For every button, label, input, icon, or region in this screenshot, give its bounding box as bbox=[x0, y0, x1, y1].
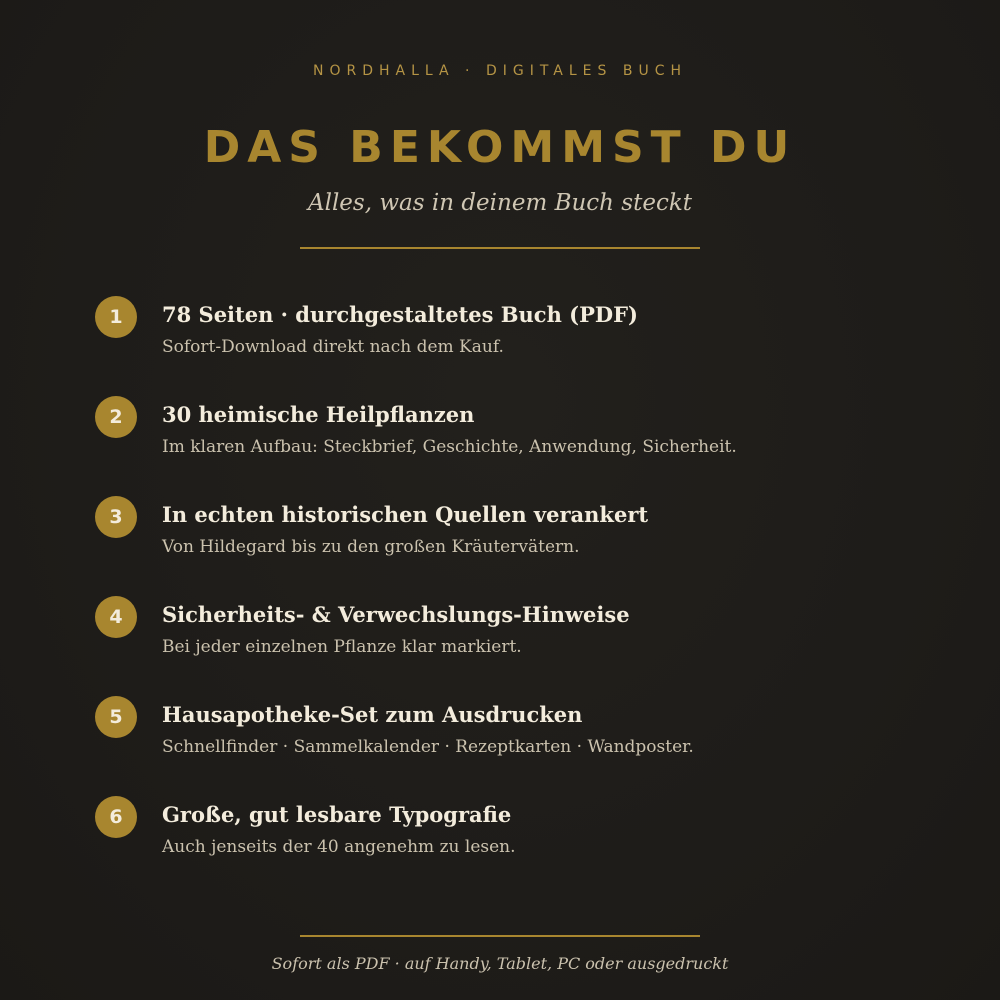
divider-bottom bbox=[300, 935, 700, 937]
feature-title: 78 Seiten · durchgestaltetes Buch (PDF) bbox=[162, 302, 638, 327]
feature-item-5 bbox=[95, 696, 955, 776]
feature-item-1 bbox=[95, 296, 955, 376]
feature-description: Sofort-Download direkt nach dem Kauf. bbox=[162, 337, 504, 357]
feature-item-3 bbox=[95, 496, 955, 576]
number-badge: 1 bbox=[95, 296, 137, 338]
page-title: DAS BEKOMMST DU bbox=[203, 122, 797, 173]
feature-description: Im klaren Aufbau: Steckbrief, Geschichte, Anwendung, Sicherheit. bbox=[162, 437, 737, 457]
footer-note: Sofort als PDF · auf Handy, Tablet, PC oder ausgedruckt bbox=[271, 954, 729, 973]
feature-title: 30 heimische Heilpflanzen bbox=[162, 402, 475, 427]
number-badge: 5 bbox=[95, 696, 137, 738]
feature-title: Sicherheits- & Verwechslungs-Hinweise bbox=[162, 602, 630, 627]
number-badge: 3 bbox=[95, 496, 137, 538]
brand-eyebrow: NORDHALLA · DIGITALES BUCH bbox=[312, 63, 688, 79]
divider-top bbox=[300, 247, 700, 249]
feature-title: Hausapotheke-Set zum Ausdrucken bbox=[162, 702, 583, 727]
feature-description: Schnellfinder · Sammelkalender · Rezeptkarten · Wandposter. bbox=[162, 737, 694, 757]
page-subtitle: Alles, was in deinem Buch steckt bbox=[307, 190, 693, 216]
feature-title: Große, gut lesbare Typografie bbox=[162, 802, 512, 827]
feature-description: Auch jenseits der 40 angenehm zu lesen. bbox=[162, 837, 516, 857]
feature-description: Von Hildegard bis zu den großen Kräutervätern. bbox=[162, 537, 580, 557]
feature-description: Bei jeder einzelnen Pflanze klar markiert. bbox=[162, 637, 522, 657]
feature-item-2 bbox=[95, 396, 955, 476]
number-badge: 2 bbox=[95, 396, 137, 438]
number-badge: 6 bbox=[95, 796, 137, 838]
feature-item-6 bbox=[95, 796, 955, 876]
feature-item-4 bbox=[95, 596, 955, 676]
number-badge: 4 bbox=[95, 596, 137, 638]
feature-title: In echten historischen Quellen verankert bbox=[162, 502, 649, 527]
